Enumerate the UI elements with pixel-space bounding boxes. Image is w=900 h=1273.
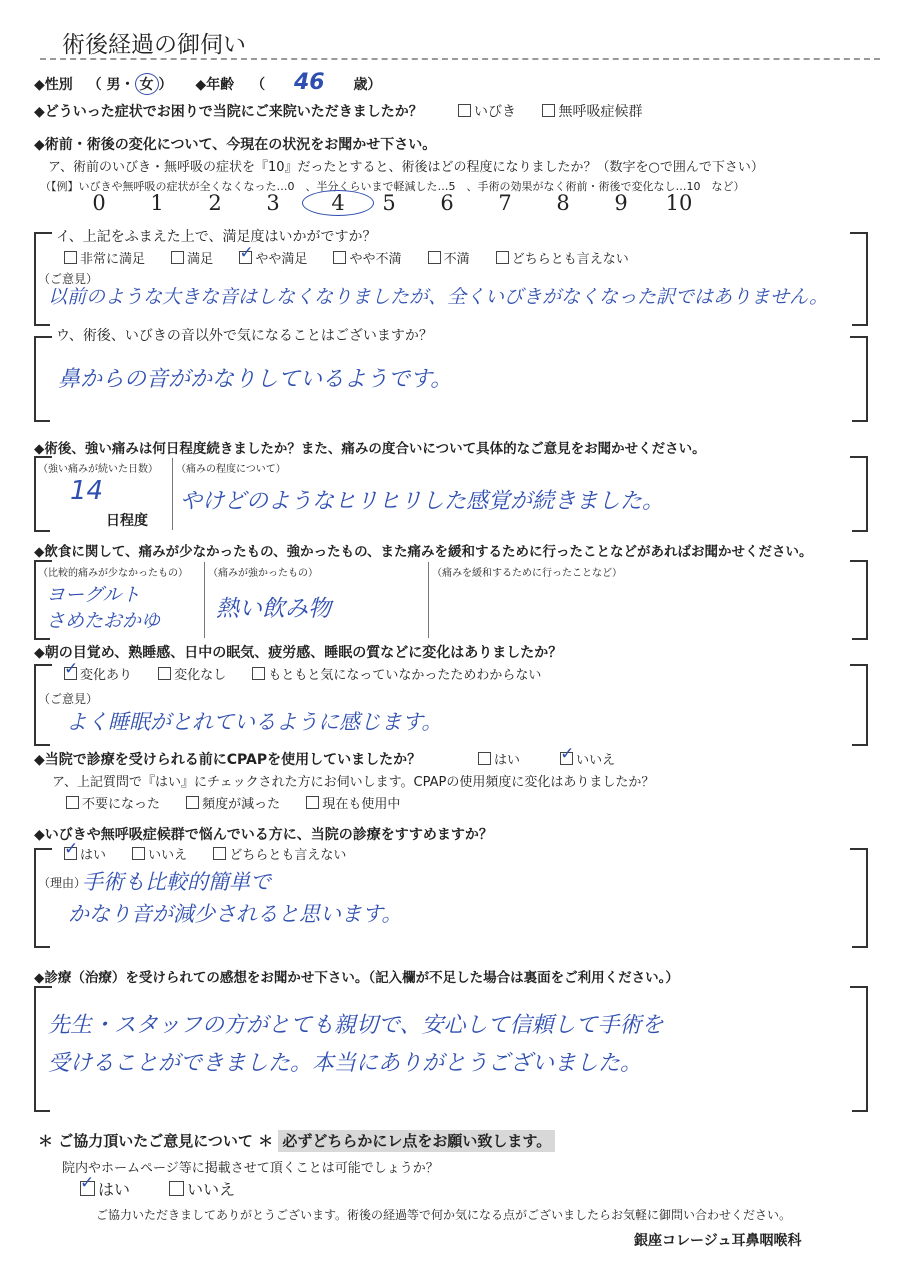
- q2-sub-i: イ、上記をふまえた上で、満足度はいかがですか？: [52, 226, 380, 246]
- q1-options: [458, 101, 664, 121]
- reason-line-2[interactable]: かなり音が減少されると思います。: [68, 902, 403, 926]
- gender-female[interactable]: 女: [135, 73, 159, 95]
- gender-open: （: [87, 77, 102, 93]
- gender-male[interactable]: 男: [106, 77, 121, 93]
- option-label: 無呼吸症候群: [558, 104, 643, 120]
- less-pain-answer-2[interactable]: さめたおかゆ: [46, 610, 161, 632]
- pain-divider: [172, 458, 173, 530]
- profile-row: [34, 70, 381, 95]
- sleep-changed[interactable]: ✓変化あり: [64, 664, 132, 683]
- page-title: 術後経過の御伺い: [62, 32, 246, 58]
- q6-sub-a: ア、上記質問で『はい』にチェックされた方にお伺いします。CPAPの使用頻度に変化はありましたか？: [52, 775, 655, 790]
- age-label: ◆年齢: [195, 77, 235, 93]
- q1-option-apnea[interactable]: [542, 101, 642, 121]
- q5-options: [64, 664, 563, 683]
- pain-degree-answer[interactable]: やけどのようなヒリヒリした感覚が続きました。: [180, 489, 665, 514]
- cpap-reduced[interactable]: 頻度が減った: [186, 793, 280, 812]
- footer-options: [80, 1177, 257, 1200]
- scale-0[interactable]: 0: [92, 191, 106, 215]
- age-unit: 歳）: [353, 77, 382, 93]
- q3-text: ◆術後、強い痛みは何日程度続きましたか？また、痛みの度合いについて具体的なご意見をお聞かせください。: [34, 441, 706, 457]
- food-divider-1: [204, 562, 205, 638]
- footer-note-emphasis: 必ずどちらかにレ点をお願い致します。: [278, 1130, 555, 1152]
- q2-sub-a: ア、術前のいびき・無呼吸の症状を『10』だったとすると、術後はどの程度になりましたか？（数字を○で囲んで下さい）: [48, 160, 764, 175]
- cpap-no[interactable]: ✓ いいえ: [560, 749, 615, 768]
- cpap-frequency-options: [66, 793, 422, 812]
- cpap-still-using[interactable]: 現在も使用中: [306, 793, 400, 812]
- cpap-yes[interactable]: はい: [478, 749, 520, 768]
- scale-9[interactable]: 9: [614, 191, 628, 215]
- sat-somewhat-unsatisfied[interactable]: やや不満: [333, 248, 401, 267]
- less-pain-answer-1[interactable]: ヨーグルト: [46, 584, 141, 606]
- recommend-yes[interactable]: ✓はい: [64, 844, 106, 863]
- selected-value: 4: [302, 190, 374, 216]
- q7-text: ◆いびきや無呼吸症候群で悩んでいる方に、当院の診療をすすめますか？: [34, 827, 493, 843]
- q6-options: [478, 749, 637, 768]
- footer-thanks: ご協力いただきましてありがとうございます。術後の経過等で何か気になる点がございましたらお気軽に御問い合わせください。: [96, 1208, 792, 1222]
- pain-days-label: （強い痛みが続いた日数）: [38, 464, 158, 475]
- scale-4-selected[interactable]: [302, 190, 360, 216]
- less-pain-label: （比較的痛みが少なかったもの）: [38, 568, 188, 579]
- scale-2[interactable]: 2: [208, 191, 222, 215]
- pain-days-unit: 日程度: [106, 513, 148, 529]
- footer-note: [38, 1130, 555, 1151]
- reason-line-1[interactable]: 手術も比較的簡単で: [82, 870, 271, 894]
- pain-days-value[interactable]: 14: [70, 476, 104, 506]
- other-concerns-answer[interactable]: 鼻からの音がかなりしているようです。: [58, 367, 453, 392]
- satisfaction-opinion[interactable]: 以前のような大きな音はしなくなりましたが、全くいびきがなくなった訳ではありません。: [48, 286, 829, 308]
- gender-separator: ・: [120, 77, 135, 93]
- impressions-line-1[interactable]: 先生・スタッフの方がとても親切で、安心して信頼して手術を: [48, 1013, 664, 1038]
- reason-label: （理由）: [38, 876, 87, 890]
- food-divider-2: [428, 562, 429, 638]
- strong-pain-answer[interactable]: 熱い飲み物: [216, 596, 331, 622]
- sleep-opinion-label: （ご意見）: [38, 692, 99, 706]
- recommend-neither[interactable]: どちらとも言えない: [213, 844, 346, 863]
- cpap-not-needed[interactable]: 不要になった: [66, 793, 160, 812]
- scale-10[interactable]: 10: [665, 191, 693, 215]
- scale-3[interactable]: 3: [266, 191, 280, 215]
- title-divider: [40, 58, 880, 60]
- sleep-opinion-answer[interactable]: よく睡眠がとれているように感じます。: [66, 710, 443, 734]
- footer-question: 院内やホームページ等に掲載させて頂くことは可能でしょうか？: [62, 1161, 439, 1176]
- q7-options: [64, 844, 368, 863]
- sat-unsatisfied[interactable]: 不満: [428, 248, 470, 267]
- sat-somewhat-satisfied[interactable]: ✓ やや満足: [239, 248, 307, 267]
- severity-scale: [70, 190, 708, 216]
- pain-degree-label: （痛みの程度について）: [176, 464, 286, 475]
- scale-8[interactable]: 8: [556, 191, 570, 215]
- age-value[interactable]: 46: [293, 70, 325, 95]
- q4-text: ◆飲食に関して、痛みが少なかったもの、強かったもの、また痛みを緩和するために行ったことなどがあればお聞かせください。: [34, 544, 813, 560]
- q1-text: ◆どういった症状でお困りで当院にご来院いただきましたか？: [34, 104, 423, 120]
- gender-close: ）: [158, 77, 173, 93]
- footer-note-prefix: ＊ ご協力頂いたご意見について ＊: [38, 1132, 274, 1150]
- impressions-line-2[interactable]: 受けることができました。本当にありがとうございました。: [48, 1051, 643, 1076]
- q1-option-snoring[interactable]: [458, 101, 516, 121]
- sat-satisfied[interactable]: 満足: [171, 248, 213, 267]
- q6-text: ◆当院で診療を受けられる前にCPAPを使用していましたか？: [34, 752, 422, 768]
- checkbox[interactable]: [542, 104, 555, 117]
- q5-text: ◆朝の目覚め、熟睡感、日中の眠気、疲労感、睡眠の質などに変化はありましたか？: [34, 645, 563, 661]
- sat-neither[interactable]: どちらとも言えない: [496, 248, 629, 267]
- q2-example: （【例】いびきや無呼吸の症状が全くなくなった…0 、半分くらいまで軽減した…5 、手術の効果がなく術前・術後で変化なし…10 など）: [40, 180, 745, 193]
- scale-6[interactable]: 6: [440, 191, 454, 215]
- satisfaction-options: [64, 248, 651, 267]
- scale-1[interactable]: 1: [150, 191, 164, 215]
- q8-text: ◆診療（治療）を受けられての感想をお聞かせ下さい。（記入欄が不足した場合は裏面をご利用ください。）: [34, 970, 679, 986]
- sleep-unchanged[interactable]: 変化なし: [158, 664, 226, 683]
- publish-no[interactable]: いいえ: [169, 1177, 235, 1200]
- q2-sub-u: ウ、術後、いびきの音以外で気になることはございますか？: [52, 325, 437, 345]
- strong-pain-label: （痛みが強かったもの）: [208, 568, 318, 579]
- q2-text: ◆術前・術後の変化について、今現在の状況をお聞かせ下さい。: [34, 137, 437, 153]
- scale-7[interactable]: 7: [498, 191, 512, 215]
- satisfaction-frame: [34, 232, 868, 326]
- age-open: （: [251, 77, 266, 93]
- relief-label: （痛みを緩和するために行ったことなど）: [432, 568, 622, 579]
- option-label: いびき: [474, 104, 516, 120]
- clinic-name: 銀座コレージュ耳鼻咽喉科: [634, 1233, 802, 1249]
- sat-very-satisfied[interactable]: 非常に満足: [64, 248, 145, 267]
- gender-label: ◆性別: [34, 77, 73, 93]
- scale-5[interactable]: 5: [382, 191, 396, 215]
- sleep-unknown[interactable]: もともと気になっていなかったためわからない: [252, 664, 541, 683]
- checkbox[interactable]: [458, 104, 471, 117]
- opinion-label: （ご意見）: [38, 272, 99, 286]
- recommend-no[interactable]: いいえ: [132, 844, 187, 863]
- publish-yes[interactable]: ✓はい: [80, 1177, 130, 1200]
